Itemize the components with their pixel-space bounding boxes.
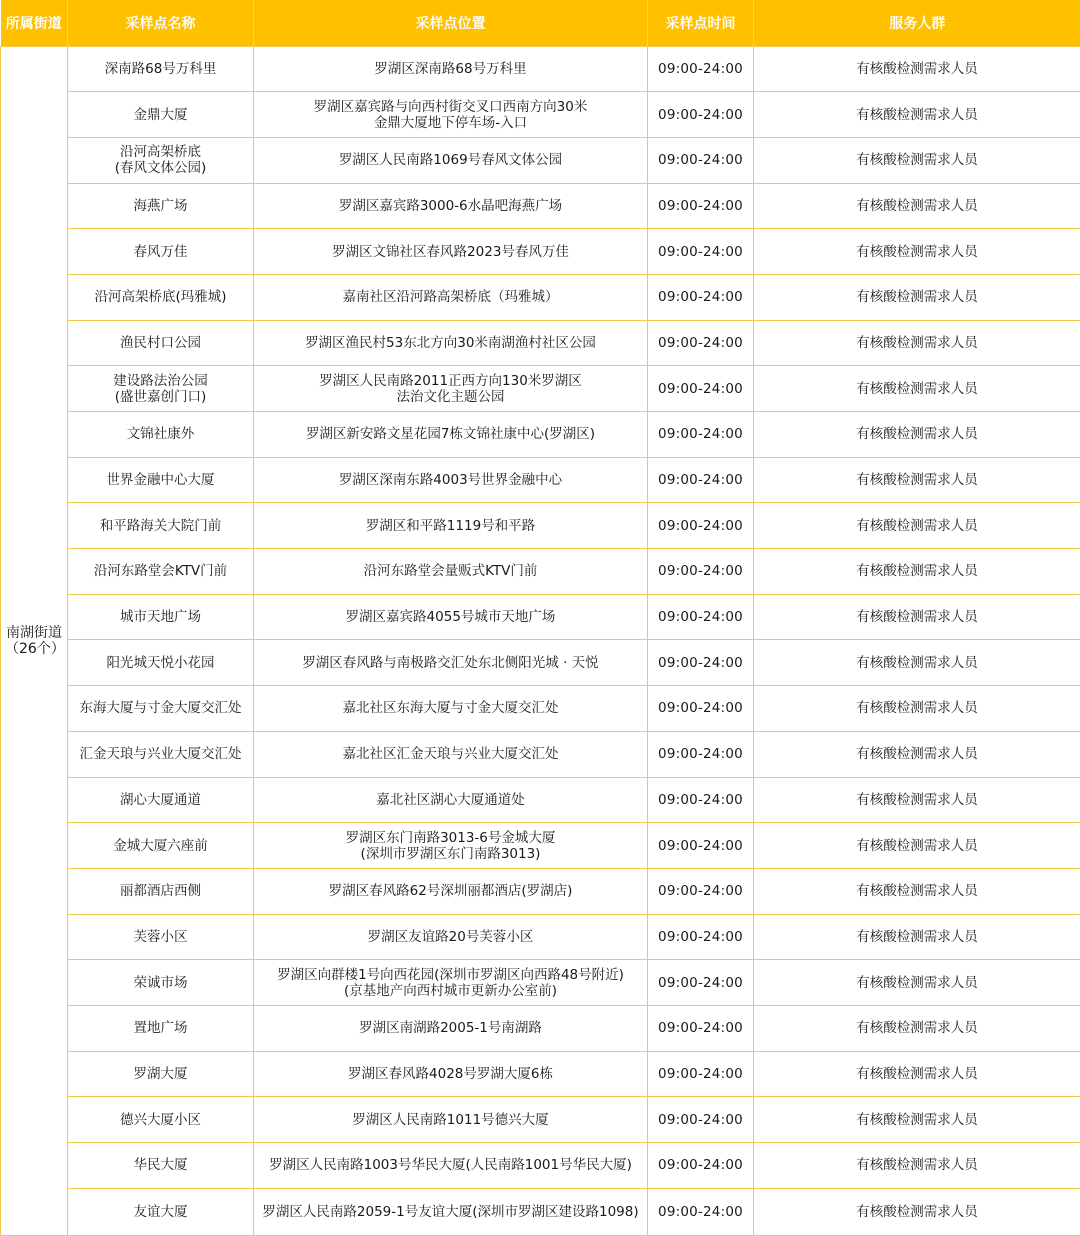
table-row [1,457,1080,503]
table-row [1,183,1080,229]
site-location-cell: 罗湖区嘉宾路4055号城市天地广场 [254,594,648,640]
site-name-cell: 沿河高架桥底(玛雅城) [68,274,254,320]
site-name-cell: 东海大厦与寸金大厦交汇处 [68,686,254,732]
header-site-location: 采样点位置 [254,0,648,46]
service-group-cell: 有核酸检测需求人员 [754,229,1080,275]
site-location-cell: 罗湖区春风路与南极路交汇处东北侧阳光城 · 天悦 [254,640,648,686]
table-row [1,137,1080,183]
site-name-cell: 德兴大厦小区 [68,1097,254,1143]
service-group-cell: 有核酸检测需求人员 [754,549,1080,595]
site-location-cell: 罗湖区友谊路20号芙蓉小区 [254,914,648,960]
site-time-cell: 09:00-24:00 [648,823,754,869]
table-row [1,777,1080,823]
service-group-cell: 有核酸检测需求人员 [754,274,1080,320]
site-name-cell: 城市天地广场 [68,594,254,640]
table-row [1,46,1080,92]
site-location-cell: 罗湖区人民南路1003号华民大厦(人民南路1001号华民大厦) [254,1143,648,1189]
service-group-cell: 有核酸检测需求人员 [754,1051,1080,1097]
site-name-cell: 沿河东路堂会KTV门前 [68,549,254,595]
site-name-cell: 友谊大厦 [68,1188,254,1235]
site-location-cell: 嘉北社区湖心大厦通道处 [254,777,648,823]
table-row [1,92,1080,138]
site-time-cell: 09:00-24:00 [648,320,754,366]
site-location-cell: 罗湖区春风路4028号罗湖大厦6栋 [254,1051,648,1097]
site-location-cell: 沿河东路堂会量贩式KTV门前 [254,549,648,595]
site-location-cell: 罗湖区人民南路1069号春风文体公园 [254,137,648,183]
service-group-cell: 有核酸检测需求人员 [754,412,1080,458]
site-location-cell: 罗湖区嘉宾路与向西村街交叉口西南方向30米 金鼎大厦地下停车场-入口 [254,92,648,138]
service-group-cell: 有核酸检测需求人员 [754,960,1080,1006]
service-group-cell: 有核酸检测需求人员 [754,1097,1080,1143]
site-name-cell: 芙蓉小区 [68,914,254,960]
site-time-cell: 09:00-24:00 [648,777,754,823]
site-name-cell: 文锦社康外 [68,412,254,458]
service-group-cell: 有核酸检测需求人员 [754,823,1080,869]
service-group-cell: 有核酸检测需求人员 [754,868,1080,914]
header-street: 所属街道 [1,0,68,46]
table-row [1,1143,1080,1189]
header-site-time: 采样点时间 [648,0,754,46]
site-location-cell: 罗湖区东门南路3013-6号金城大厦 (深圳市罗湖区东门南路3013) [254,823,648,869]
site-location-cell: 罗湖区人民南路2011正西方向130米罗湖区 法治文化主题公园 [254,366,648,412]
table-row [1,640,1080,686]
street-cell: 南湖街道 （26个） [1,46,68,1235]
table-row [1,731,1080,777]
site-time-cell: 09:00-24:00 [648,366,754,412]
site-time-cell: 09:00-24:00 [648,1005,754,1051]
table-row [1,823,1080,869]
site-location-cell: 罗湖区渔民村53东北方向30米南湖渔村社区公园 [254,320,648,366]
service-group-cell: 有核酸检测需求人员 [754,1005,1080,1051]
site-time-cell: 09:00-24:00 [648,731,754,777]
table-row [1,868,1080,914]
site-time-cell: 09:00-24:00 [648,183,754,229]
header-row [1,0,1080,46]
site-location-cell: 罗湖区春风路62号深圳丽都酒店(罗湖店) [254,868,648,914]
table-row [1,686,1080,732]
site-name-cell: 罗湖大厦 [68,1051,254,1097]
site-time-cell: 09:00-24:00 [648,549,754,595]
service-group-cell: 有核酸检测需求人员 [754,137,1080,183]
site-time-cell: 09:00-24:00 [648,686,754,732]
service-group-cell: 有核酸检测需求人员 [754,1188,1080,1235]
service-group-cell: 有核酸检测需求人员 [754,594,1080,640]
site-name-cell: 荣诚市场 [68,960,254,1006]
service-group-cell: 有核酸检测需求人员 [754,1143,1080,1189]
service-group-cell: 有核酸检测需求人员 [754,686,1080,732]
site-time-cell: 09:00-24:00 [648,1051,754,1097]
site-name-cell: 丽都酒店西侧 [68,868,254,914]
site-location-cell: 嘉北社区东海大厦与寸金大厦交汇处 [254,686,648,732]
site-location-cell: 罗湖区和平路1119号和平路 [254,503,648,549]
site-time-cell: 09:00-24:00 [648,46,754,92]
service-group-cell: 有核酸检测需求人员 [754,777,1080,823]
site-time-cell: 09:00-24:00 [648,503,754,549]
service-group-cell: 有核酸检测需求人员 [754,366,1080,412]
table-header [1,0,1080,46]
site-location-cell: 罗湖区南湖路2005-1号南湖路 [254,1005,648,1051]
site-time-cell: 09:00-24:00 [648,1097,754,1143]
site-time-cell: 09:00-24:00 [648,960,754,1006]
table-row [1,960,1080,1006]
site-name-cell: 华民大厦 [68,1143,254,1189]
site-time-cell: 09:00-24:00 [648,92,754,138]
site-time-cell: 09:00-24:00 [648,1143,754,1189]
site-time-cell: 09:00-24:00 [648,412,754,458]
header-service-group: 服务人群 [754,0,1080,46]
service-group-cell: 有核酸检测需求人员 [754,183,1080,229]
site-time-cell: 09:00-24:00 [648,137,754,183]
header-site-name: 采样点名称 [68,0,254,46]
site-name-cell: 沿河高架桥底 (春风文体公园) [68,137,254,183]
table-row [1,274,1080,320]
site-time-cell: 09:00-24:00 [648,868,754,914]
table-row [1,1005,1080,1051]
site-location-cell: 嘉南社区沿河路高架桥底（玛雅城） [254,274,648,320]
table-row [1,1097,1080,1143]
service-group-cell: 有核酸检测需求人员 [754,457,1080,503]
service-group-cell: 有核酸检测需求人员 [754,92,1080,138]
site-time-cell: 09:00-24:00 [648,640,754,686]
site-name-cell: 置地广场 [68,1005,254,1051]
site-name-cell: 建设路法治公园 (盛世嘉创门口) [68,366,254,412]
site-name-cell: 渔民村口公园 [68,320,254,366]
site-location-cell: 罗湖区向群楼1号向西花园(深圳市罗湖区向西路48号附近) (京基地产向西村城市更新办公室前) [254,960,648,1006]
site-location-cell: 罗湖区人民南路1011号德兴大厦 [254,1097,648,1143]
service-group-cell: 有核酸检测需求人员 [754,731,1080,777]
site-location-cell: 罗湖区嘉宾路3000-6水晶吧海燕广场 [254,183,648,229]
site-time-cell: 09:00-24:00 [648,274,754,320]
site-location-cell: 罗湖区深南路68号万科里 [254,46,648,92]
site-name-cell: 世界金融中心大厦 [68,457,254,503]
table-row [1,549,1080,595]
site-location-cell: 罗湖区人民南路2059-1号友谊大厦(深圳市罗湖区建设路1098) [254,1188,648,1235]
site-location-cell: 罗湖区深南东路4003号世界金融中心 [254,457,648,503]
table-row [1,503,1080,549]
site-location-cell: 罗湖区文锦社区春风路2023号春风万佳 [254,229,648,275]
site-name-cell: 金鼎大厦 [68,92,254,138]
service-group-cell: 有核酸检测需求人员 [754,320,1080,366]
site-time-cell: 09:00-24:00 [648,229,754,275]
table-row [1,320,1080,366]
table-body [1,46,1080,1235]
table-row [1,229,1080,275]
site-name-cell: 阳光城天悦小花园 [68,640,254,686]
table-row [1,594,1080,640]
site-name-cell: 金城大厦六座前 [68,823,254,869]
site-name-cell: 和平路海关大院门前 [68,503,254,549]
site-name-cell: 汇金天琅与兴业大厦交汇处 [68,731,254,777]
site-location-cell: 罗湖区新安路文星花园7栋文锦社康中心(罗湖区) [254,412,648,458]
service-group-cell: 有核酸检测需求人员 [754,914,1080,960]
site-time-cell: 09:00-24:00 [648,594,754,640]
service-group-cell: 有核酸检测需求人员 [754,640,1080,686]
site-name-cell: 深南路68号万科里 [68,46,254,92]
service-group-cell: 有核酸检测需求人员 [754,46,1080,92]
site-time-cell: 09:00-24:00 [648,457,754,503]
site-name-cell: 湖心大厦通道 [68,777,254,823]
table-row [1,366,1080,412]
table-row [1,1188,1080,1235]
table-row [1,412,1080,458]
site-time-cell: 09:00-24:00 [648,914,754,960]
site-time-cell: 09:00-24:00 [648,1188,754,1235]
table-row [1,914,1080,960]
table-row [1,1051,1080,1097]
site-location-cell: 嘉北社区汇金天琅与兴业大厦交汇处 [254,731,648,777]
site-name-cell: 春风万佳 [68,229,254,275]
site-name-cell: 海燕广场 [68,183,254,229]
service-group-cell: 有核酸检测需求人员 [754,503,1080,549]
